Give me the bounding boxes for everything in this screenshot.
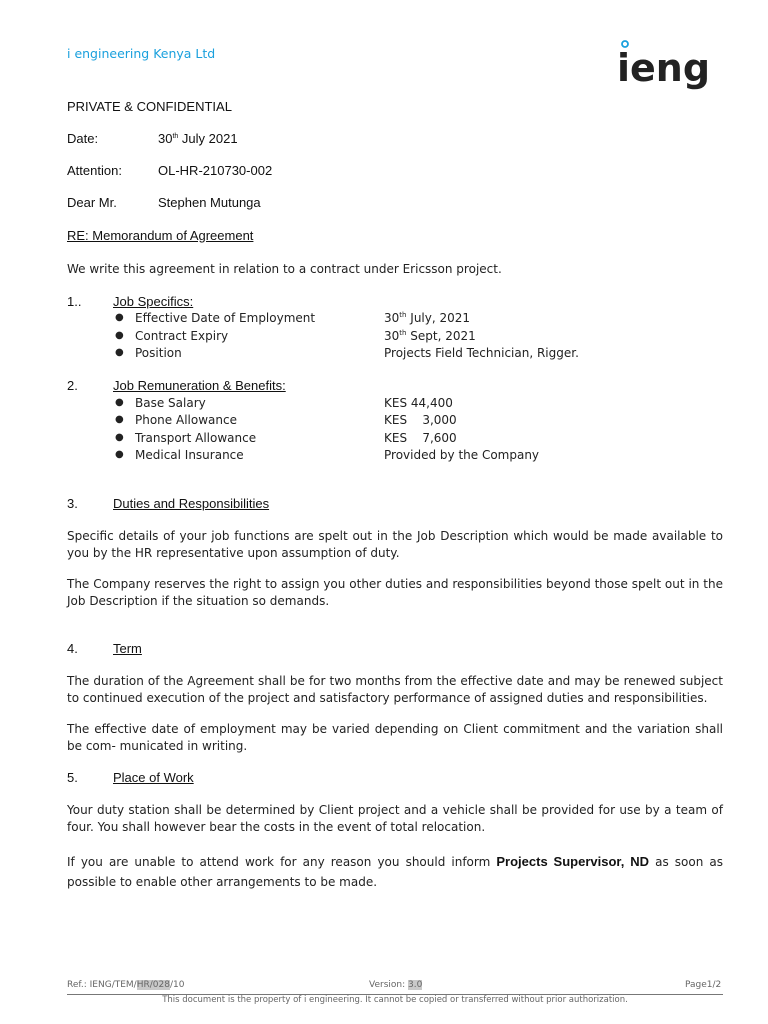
- section-5-title: Place of Work: [113, 770, 194, 785]
- job-specifics-list: [0, 310, 768, 364]
- place-paragraph-1: Your duty station shall be determined by Client project and a vehicle shall be provided for use by a team of four. You shall however bear the costs in the event of total relocation.: [67, 803, 723, 834]
- company-name: i engineering Kenya Ltd: [67, 46, 216, 61]
- item-label: Effective Date of Employment: [135, 311, 316, 325]
- salutation-name: Stephen Mutunga: [158, 195, 261, 210]
- classification: PRIVATE & CONFIDENTIAL: [67, 99, 232, 114]
- bullet: ●: [115, 347, 124, 358]
- date-value: 30th July 2021: [158, 131, 238, 146]
- footer-notice: This document is the property of i engineering. It cannot be copied or transferred without prior authorization.: [162, 995, 628, 1005]
- section-2-title: Job Remuneration & Benefits:: [113, 378, 286, 393]
- item-label: Contract Expiry: [135, 329, 229, 343]
- list-item: [0, 430, 768, 447]
- section-3-title: Duties and Responsibilities: [113, 496, 270, 511]
- list-item: [0, 310, 768, 327]
- list-item: [0, 345, 768, 362]
- supervisor-name: Projects Supervisor, ND: [496, 854, 650, 869]
- bullet: ●: [115, 397, 124, 408]
- section-3-number: 3.: [67, 496, 78, 511]
- section-1-title: Job Specifics:: [113, 294, 194, 309]
- list-item: [0, 395, 768, 412]
- section-4-title: Term: [113, 641, 142, 656]
- bullet: ●: [115, 432, 124, 443]
- section-1-number: 1..: [67, 294, 82, 309]
- term-paragraph-2: The effective date of employment may be varied depending on Client commitment and the variation shall be com- municated in writing.: [67, 722, 723, 753]
- item-value: Provided by the Company: [384, 448, 540, 462]
- bullet: ●: [115, 414, 124, 425]
- bullet: ●: [115, 330, 124, 341]
- item-label: Position: [135, 346, 182, 360]
- intro-paragraph: We write this agreement in relation to a contract under Ericsson project.: [67, 262, 502, 276]
- item-value: KES 3,000: [384, 413, 457, 427]
- section-5-number: 5.: [67, 770, 78, 785]
- list-item: [0, 328, 768, 345]
- item-label: Medical Insurance: [135, 448, 244, 462]
- remuneration-list: [0, 395, 768, 467]
- item-label: Base Salary: [135, 396, 206, 410]
- footer-version: Version: 3.0: [369, 980, 423, 990]
- duties-paragraph-2: The Company reserves the right to assign you other duties and responsibilities beyond those spelt out in the Job Description if the situation so demands.: [67, 577, 723, 608]
- company-logo: [614, 38, 710, 94]
- subject-line: RE: Memorandum of Agreement: [67, 228, 254, 243]
- item-value: Projects Field Technician, Rigger.: [384, 346, 579, 360]
- section-4-number: 4.: [67, 641, 78, 656]
- salutation-label: Dear Mr.: [67, 195, 117, 210]
- logo-i: ieng: [617, 46, 710, 90]
- item-label: Transport Allowance: [135, 431, 257, 445]
- duties-paragraph-1: Specific details of your job functions are spelt out in the Job Description which would be made available to you by the HR representative upon assumption of duty.: [67, 529, 723, 560]
- footer-page: Page1/2: [685, 980, 722, 990]
- item-value: KES 7,600: [384, 431, 457, 445]
- bullet: ●: [115, 312, 124, 323]
- footer-ref: Ref.: IENG/TEM/HR/028/10: [67, 980, 185, 990]
- attention-label: Attention:: [67, 163, 122, 178]
- item-value: 30th Sept, 2021: [384, 329, 476, 343]
- item-label: Phone Allowance: [135, 413, 237, 427]
- place-paragraph-2: If you are unable to attend work for any reason you should inform Projects Supervisor, ND as soon as possible to enable other arrangements to be made.: [67, 854, 723, 889]
- term-paragraph-1: The duration of the Agreement shall be for two months from the effective date and may be renewed subject to continued execution of the project and satisfactory performance of assigned duties and responsibilities.: [67, 674, 723, 705]
- list-item: [0, 447, 768, 464]
- item-value: KES 44,400: [384, 396, 453, 410]
- section-2-number: 2.: [67, 378, 78, 393]
- item-value: 30th July, 2021: [384, 311, 471, 325]
- bullet: ●: [115, 449, 124, 460]
- attention-value: OL-HR-210730-002: [158, 163, 273, 178]
- list-item: [0, 412, 768, 429]
- date-label: Date:: [67, 131, 99, 146]
